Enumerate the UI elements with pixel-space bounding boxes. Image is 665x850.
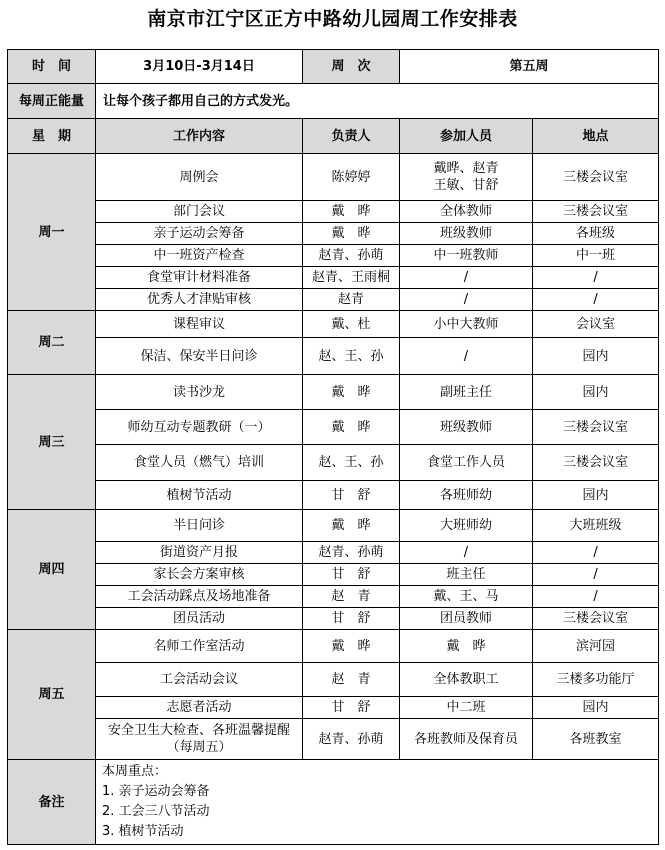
task-cell: 读书沙龙: [96, 375, 303, 410]
location-cell: /: [533, 289, 659, 311]
participants-cell: [400, 608, 533, 630]
motto-row: [8, 84, 659, 119]
day-cell: 周二: [8, 311, 96, 375]
owner-cell: 赵青、孙萌: [303, 245, 400, 267]
task-cell: 周例会: [96, 154, 303, 201]
time-label: 时 间: [8, 50, 96, 84]
col-day: 星 期: [8, 119, 96, 154]
owner-cell: 戴 晔: [303, 375, 400, 410]
participant-line: 全体教职工: [433, 672, 499, 687]
participant-line: 食堂工作人员: [426, 455, 505, 470]
participant-line: 团员教师: [439, 611, 492, 626]
participant-line: 班级教师: [439, 419, 492, 435]
owner-cell: 赵 青: [303, 663, 400, 697]
participants-cell: [400, 223, 533, 245]
participants-cell: [400, 564, 533, 586]
owner-cell: 赵青、孙萌: [303, 542, 400, 564]
table-row: [8, 586, 659, 608]
participants-cell: [400, 201, 533, 223]
table-row: [8, 311, 659, 338]
participant-line: 中二班: [446, 700, 486, 715]
table-row: [8, 245, 659, 267]
week-label: 周 次: [303, 50, 400, 84]
remarks-heading: 本周重点：: [102, 764, 168, 779]
participant-line: 戴晔、赵青: [433, 161, 499, 176]
location-cell: 各班级: [533, 223, 659, 245]
participants-cell: [400, 410, 533, 445]
col-owner: 负责人: [303, 119, 400, 154]
task-cell: 团员活动: [96, 608, 303, 630]
table-row: [8, 510, 659, 542]
location-cell: 三楼会议室: [533, 201, 659, 223]
owner-cell: 赵、王、孙: [303, 445, 400, 481]
participants-cell: [400, 542, 533, 564]
participant-line: 班级教师: [439, 226, 492, 241]
participants-cell: [400, 663, 533, 697]
participants-cell: [400, 311, 533, 338]
column-header-row: [8, 119, 659, 154]
table-row: [8, 608, 659, 630]
owner-cell: 甘 舒: [303, 481, 400, 510]
day-cell: 周三: [8, 375, 96, 510]
schedule-table: [7, 49, 659, 845]
location-cell: 三楼多功能厅: [533, 663, 659, 697]
owner-cell: 赵、王、孙: [303, 338, 400, 375]
table-row: [8, 201, 659, 223]
table-row: [8, 223, 659, 245]
location-cell: 园内: [533, 481, 659, 510]
participants-cell: [400, 586, 533, 608]
owner-cell: 甘 舒: [303, 697, 400, 719]
table-row: [8, 375, 659, 410]
table-row: [8, 289, 659, 311]
participant-line: 戴、王、马: [433, 589, 499, 604]
table-row: [8, 267, 659, 289]
task-cell: 植树节活动: [96, 481, 303, 510]
task-cell: 亲子运动会筹备: [96, 223, 303, 245]
day-cell: 周一: [8, 154, 96, 311]
participant-line: 各班教师及保育员: [413, 731, 518, 747]
remarks-label: 备注: [8, 760, 96, 845]
table-row: [8, 154, 659, 201]
table-row: [8, 445, 659, 481]
task-cell: 工会活动会议: [96, 663, 303, 697]
task-cell: 食堂审计材料准备: [96, 267, 303, 289]
participants-cell: [400, 245, 533, 267]
task-cell: 安全卫生大检查、各班温馨提醒（每周五）: [96, 719, 303, 760]
location-cell: 园内: [533, 338, 659, 375]
header-row: [8, 50, 659, 84]
motto-text: 让每个孩子都用自己的方式发光。: [96, 84, 659, 119]
location-cell: /: [533, 542, 659, 564]
location-cell: 大班班级: [533, 510, 659, 542]
task-cell: 工会活动踩点及场地准备: [96, 586, 303, 608]
remarks-item: 3. 植树节活动: [102, 824, 184, 839]
task-cell: 保洁、保安半日问诊: [96, 338, 303, 375]
remarks-content: [96, 760, 659, 845]
col-location: 地点: [533, 119, 659, 154]
table-row: [8, 630, 659, 663]
participant-line: 全体教师: [439, 204, 492, 219]
participants-cell: [400, 338, 533, 375]
table-row: [8, 663, 659, 697]
participant-line: 戴 晔: [446, 638, 486, 654]
owner-cell: 赵青、孙萌: [303, 719, 400, 760]
col-task: 工作内容: [96, 119, 303, 154]
owner-cell: 戴 晔: [303, 630, 400, 663]
owner-cell: 赵 青: [303, 586, 400, 608]
owner-cell: 戴、杜: [303, 311, 400, 338]
task-cell: 街道资产月报: [96, 542, 303, 564]
page-title: 南京市江宁区正方中路幼儿园周工作安排表: [147, 8, 518, 30]
participants-cell: [400, 289, 533, 311]
participant-line: 副班主任: [439, 384, 492, 400]
participant-line: 各班师幼: [439, 487, 492, 503]
location-cell: /: [533, 564, 659, 586]
task-cell: 课程审议: [96, 311, 303, 338]
table-row: [8, 481, 659, 510]
table-row: [8, 719, 659, 760]
location-cell: 三楼会议室: [533, 410, 659, 445]
location-cell: 会议室: [533, 311, 659, 338]
week-value: 第五周: [400, 50, 659, 84]
location-cell: /: [533, 267, 659, 289]
location-cell: 三楼会议室: [533, 154, 659, 201]
participants-cell: [400, 154, 533, 201]
owner-cell: 戴 晔: [303, 223, 400, 245]
owner-cell: 戴 晔: [303, 410, 400, 445]
remarks-item: 1. 亲子运动会筹备: [102, 784, 210, 799]
location-cell: 三楼会议室: [533, 608, 659, 630]
task-cell: 优秀人才津贴审核: [96, 289, 303, 311]
task-cell: 食堂人员（燃气）培训: [96, 445, 303, 481]
participant-line: 班主任: [446, 567, 486, 582]
owner-cell: 赵青、王雨桐: [303, 267, 400, 289]
participant-line: 王敏、甘舒: [433, 178, 499, 193]
location-cell: 中一班: [533, 245, 659, 267]
remarks-item: 2. 工会三八节活动: [102, 804, 210, 819]
participants-cell: [400, 267, 533, 289]
task-cell: 中一班资产检查: [96, 245, 303, 267]
task-cell: 家长会方案审核: [96, 564, 303, 586]
table-row: [8, 697, 659, 719]
participants-cell: [400, 630, 533, 663]
table-row: [8, 338, 659, 375]
owner-cell: 甘 舒: [303, 608, 400, 630]
table-row: [8, 542, 659, 564]
participants-cell: [400, 697, 533, 719]
table-row: [8, 564, 659, 586]
date-range: 3月10日-3月14日: [96, 50, 303, 84]
participants-cell: [400, 375, 533, 410]
task-cell: 师幼互动专题教研（一）: [96, 410, 303, 445]
task-cell: 志愿者活动: [96, 697, 303, 719]
participant-line: /: [463, 545, 469, 560]
owner-cell: 戴 晔: [303, 201, 400, 223]
col-participants: 参加人员: [400, 119, 533, 154]
participant-line: /: [463, 348, 469, 364]
owner-cell: 赵青: [303, 289, 400, 311]
task-cell: 半日问诊: [96, 510, 303, 542]
motto-label: 每周正能量: [8, 84, 96, 119]
participant-line: /: [463, 270, 469, 285]
owner-cell: 戴 晔: [303, 510, 400, 542]
location-cell: 三楼会议室: [533, 445, 659, 481]
participant-line: 小中大教师: [433, 316, 499, 332]
owner-cell: 甘 舒: [303, 564, 400, 586]
participants-cell: [400, 510, 533, 542]
participants-cell: [400, 481, 533, 510]
participants-cell: [400, 719, 533, 760]
location-cell: 滨河园: [533, 630, 659, 663]
task-cell: 部门会议: [96, 201, 303, 223]
participant-line: /: [463, 292, 469, 307]
location-cell: 各班教室: [533, 719, 659, 760]
remarks-row: [8, 760, 659, 845]
participants-cell: [400, 445, 533, 481]
task-cell: 名师工作室活动: [96, 630, 303, 663]
table-row: [8, 410, 659, 445]
day-cell: 周四: [8, 510, 96, 630]
location-cell: /: [533, 586, 659, 608]
participant-line: 中一班教师: [433, 248, 499, 263]
day-cell: 周五: [8, 630, 96, 760]
location-cell: 园内: [533, 375, 659, 410]
owner-cell: 陈婷婷: [303, 154, 400, 201]
location-cell: 园内: [533, 697, 659, 719]
participant-line: 大班师幼: [439, 518, 492, 533]
